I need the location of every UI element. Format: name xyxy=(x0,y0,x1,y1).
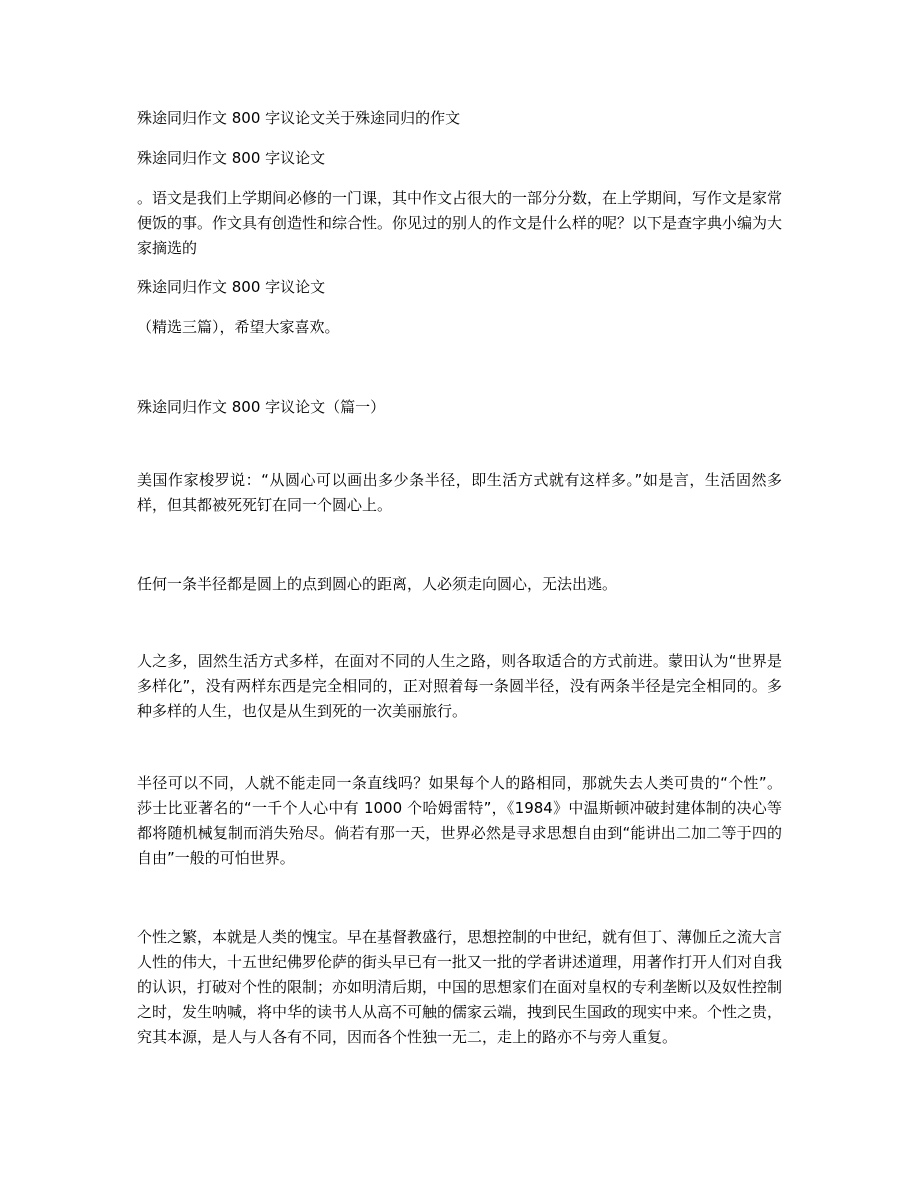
body-paragraph-3: 人之多，固然生活方式多样，在面对不同的人生之路，则各取适合的方式前进。蒙田认为“世界是多样化”，没有两样东西是完全相同的，正对照着每一条圆半径，没有两条半径是完全相同的。多种多样的人生，也仅是从生到死的一次美丽旅行。 xyxy=(137,652,782,720)
body-paragraph-2: 任何一条半径都是圆上的点到圆心的距离，人必须走向圆心，无法出逃。 xyxy=(137,575,618,593)
selection-note: （精选三篇），希望大家喜欢。 xyxy=(137,318,340,336)
body-paragraph-5: 个性之繁，本就是人类的愧宝。早在基督教盛行，思想控制的中世纪，就有但丁、薄伽丘之流大言人性的伟大，十五世纪佛罗伦萨的街头早已有一批又一批的学者讲述道理，用著作打开人们对自我的认识，打破对个性的限制；亦如明清后期，中国的思想家们在面对皇权的专利垄断以及奴性控制之时，发生呐喊，将中华的读书人从高不可触的儒家云端，拽到民生国政的现实中来。个性之贵，究其本源，是人与人各有不同，因而各个性独一无二，走上的路亦不与旁人重复。 xyxy=(137,928,783,1046)
intro-paragraph: 。语文是我们上学期间必修的一门课，其中作文占很大的一部分分数，在上学期间，写作文是家常便饭的事。作文具有创造性和综合性。你见过的别人的作文是什么样的呢？以下是查字典小编为大家摘选的 xyxy=(137,189,783,257)
doc-subheading: 殊途同归作文 800 字议论文 xyxy=(137,149,326,167)
doc-subheading-repeat: 殊途同归作文 800 字议论文 xyxy=(137,278,326,296)
body-paragraph-1: 美国作家梭罗说：“从圆心可以画出多少条半径，即生活方式就有这样多。”如是言，生活固然多样，但其都被死死钉在同一个圆心上。 xyxy=(137,471,782,514)
section-title-part-one: 殊途同归作文 800 字议论文（篇一） xyxy=(137,398,386,416)
body-paragraph-4: 半径可以不同，人就不能走同一条直线吗？如果每个人的路相同，那就失去人类可贵的“个性”。莎士比亚著名的“一千个人心中有 1000 个哈姆雷特”，《1984》中温斯顿冲破封建体制的决心等都将随机械复制而消失殆尽。倘若有那一天，世界必然是寻求思想自由到“能讲出二加二等于四的自由”一般的可怕世界。 xyxy=(137,774,782,867)
doc-heading: 殊途同归作文 800 字议论文关于殊途同归的作文 xyxy=(137,109,461,127)
